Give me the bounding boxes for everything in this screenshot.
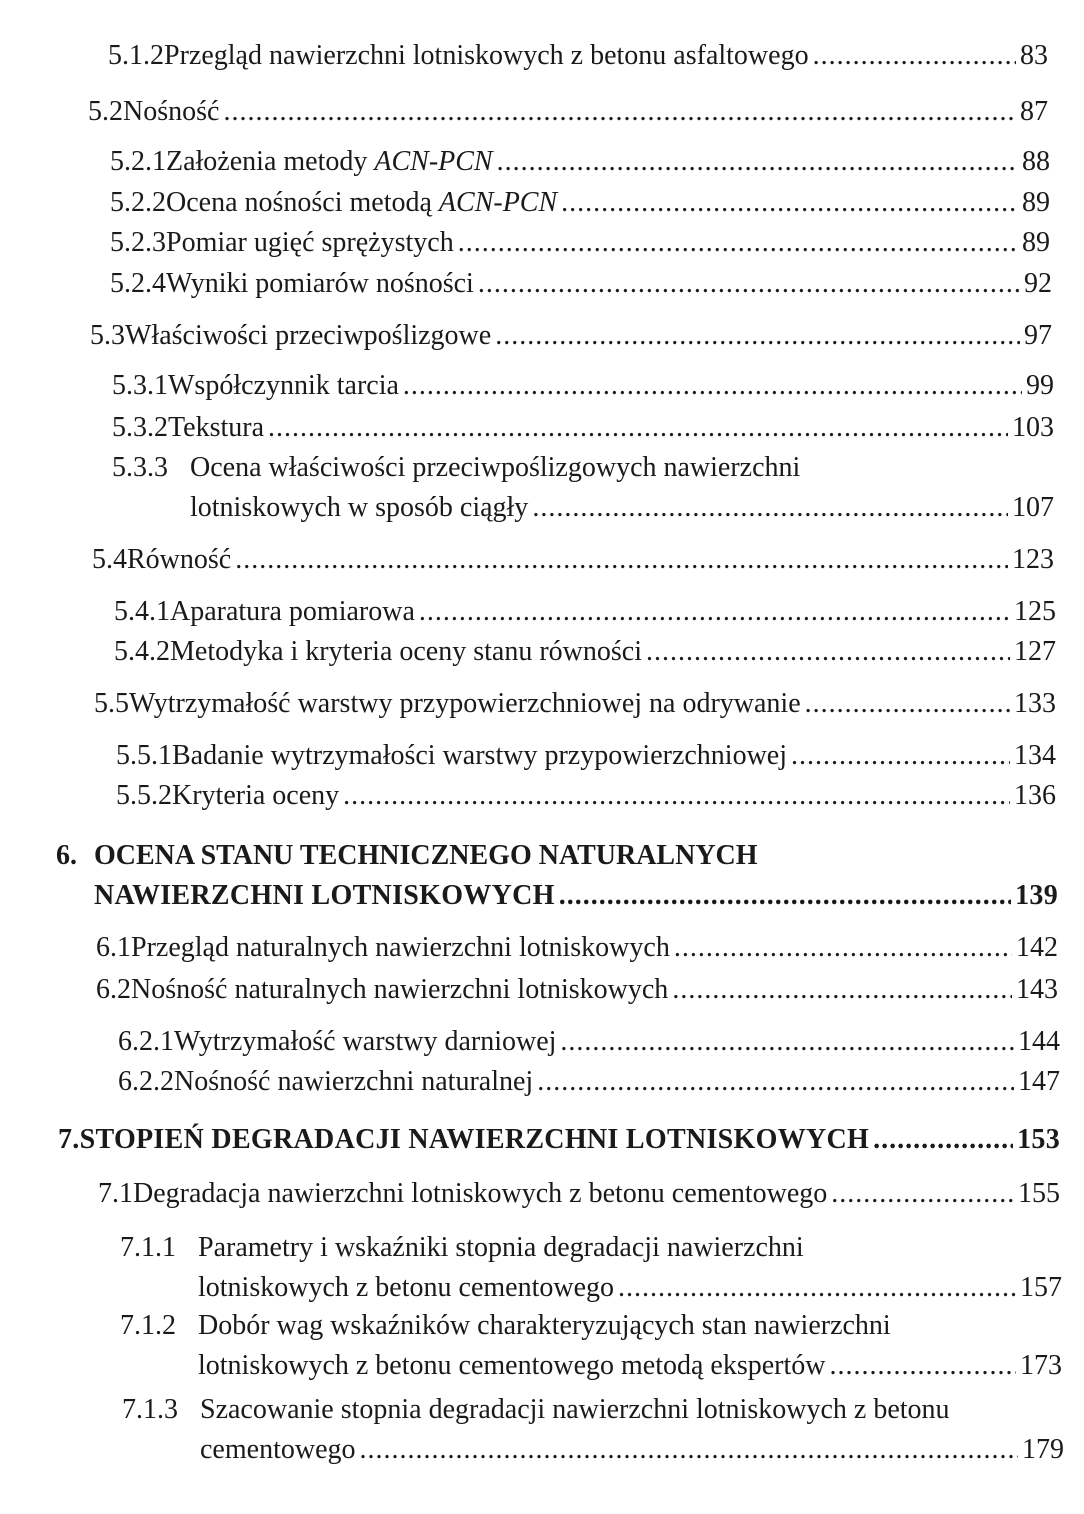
toc-entry-5-3-2: [112, 410, 1054, 446]
toc-entry-5-2-2: [110, 185, 1050, 221]
leader-dots: [805, 686, 1010, 722]
entry-title-continuation: lotniskowych w sposób ciągły: [190, 492, 529, 523]
toc-entry-5-3-1: [112, 368, 1054, 404]
entry-page: 87: [1020, 96, 1048, 127]
entry-page: 89: [1022, 187, 1050, 218]
entry-title-continuation: lotniskowych z betonu cementowego: [198, 1272, 615, 1303]
entry-number: 5.2.3: [110, 227, 166, 258]
entry-page: 92: [1024, 268, 1052, 299]
toc-chapter-7: [58, 1122, 1060, 1158]
entry-page: 99: [1026, 370, 1054, 401]
leader-dots: [419, 594, 1010, 630]
leader-dots: [458, 225, 1018, 261]
entry-page: 173: [1020, 1350, 1062, 1381]
leader-dots: [268, 410, 1008, 446]
entry-page: 88: [1022, 146, 1050, 177]
entry-title: OCENA STANU TECHNICZNEGO NATURALNYCH: [94, 840, 758, 871]
entry-title-continuation: cementowego: [200, 1434, 356, 1465]
leader-dots: [343, 778, 1010, 814]
entry-number: 6.1: [96, 932, 131, 963]
leader-dots: [830, 1348, 1017, 1384]
entry-title: STOPIEŃ DEGRADACJI NAWIERZCHNI LOTNISKOWYCH: [79, 1124, 870, 1155]
entry-page: 179: [1022, 1434, 1064, 1465]
leader-dots: [831, 1176, 1014, 1212]
entry-number: 6.2.2: [118, 1066, 174, 1097]
method-name: ACN-PCN: [374, 146, 493, 177]
toc-entry-5-4-1: [114, 594, 1056, 630]
toc-entry-5-5-2: [116, 778, 1056, 814]
entry-title: Ocena właściwości przeciwpoślizgowych nawierzchni: [190, 452, 801, 483]
entry-title: Degradacja nawierzchni lotniskowych z betonu cementowego: [133, 1178, 828, 1209]
toc-entry-7-1-3: [200, 1432, 1064, 1468]
leader-dots: [360, 1432, 1019, 1468]
entry-number: 7.1.1: [120, 1232, 176, 1263]
toc-entry-7-1-3-line1: [122, 1392, 950, 1428]
entry-title: Metodyka i kryteria oceny stanu równości: [170, 636, 642, 667]
entry-page: 143: [1016, 974, 1058, 1005]
toc-entry-5-3-3-line1: [112, 450, 800, 486]
toc-entry-7-1-1: [198, 1270, 1062, 1306]
entry-number: 5.1.2: [108, 40, 164, 71]
entry-page: 153: [1017, 1124, 1060, 1155]
entry-page: 103: [1012, 412, 1054, 443]
entry-title: Nośność: [123, 96, 220, 127]
entry-title: Ocena nośności metodą ACN-PCN: [166, 187, 558, 218]
leader-dots: [478, 266, 1020, 302]
leader-dots: [672, 972, 1012, 1008]
entry-number: 5.3.3: [112, 452, 168, 483]
toc-entry-6-2-2: [118, 1064, 1060, 1100]
entry-title-continuation: lotniskowych z betonu cementowego metodą ekspertów: [198, 1350, 826, 1381]
entry-page: 134: [1014, 740, 1056, 771]
entry-title: Wytrzymałość warstwy darniowej: [174, 1026, 557, 1057]
entry-number: 5.2.2: [110, 187, 166, 218]
leader-dots: [646, 634, 1010, 670]
toc-entry-7-1-2: [198, 1348, 1062, 1384]
toc-entry-5-5: [94, 686, 1056, 722]
entry-page: 136: [1014, 780, 1056, 811]
method-name: ACN-PCN: [438, 187, 558, 218]
entry-number: 5.3: [90, 320, 125, 351]
entry-number: 5.4.2: [114, 636, 170, 667]
entry-number: 7.1.2: [120, 1310, 176, 1341]
leader-dots: [674, 930, 1012, 966]
entry-title: Przegląd naturalnych nawierzchni lotniskowych: [131, 932, 670, 963]
entry-page: 83: [1020, 40, 1048, 71]
toc-entry-5-2: [88, 94, 1048, 130]
toc-entry-5-4: [92, 542, 1054, 578]
toc-entry-6-2: [96, 972, 1058, 1008]
toc-entry-5-5-1: [116, 738, 1056, 774]
entry-number: 5.2.4: [110, 268, 166, 299]
entry-number: 7.1: [98, 1178, 133, 1209]
entry-number: 7.1.3: [122, 1394, 178, 1425]
entry-title-continuation: NAWIERZCHNI LOTNISKOWYCH: [94, 880, 555, 911]
toc-entry-5-2-4: [110, 266, 1052, 302]
entry-number: 5.4: [92, 544, 127, 575]
leader-dots: [561, 185, 1018, 221]
leader-dots: [497, 144, 1018, 180]
toc-entry-6-1: [96, 930, 1058, 966]
toc-chapter-6: [94, 878, 1058, 914]
entry-title: Równość: [127, 544, 232, 575]
entry-title: Pomiar ugięć sprężystych: [166, 227, 454, 258]
entry-page: 125: [1014, 596, 1056, 627]
entry-number: 5.2.1: [110, 146, 166, 177]
entry-number: 5.5.1: [116, 740, 172, 771]
entry-title: Wyniki pomiarów nośności: [166, 268, 474, 299]
entry-number: 5.3.2: [112, 412, 168, 443]
entry-title: Nośność nawierzchni naturalnej: [174, 1066, 534, 1097]
toc-chapter-6-line1: [56, 838, 758, 874]
entry-title: Badanie wytrzymałości warstwy przypowierzchniowej: [172, 740, 788, 771]
entry-title: Dobór wag wskaźników charakteryzujących stan nawierzchni: [198, 1310, 891, 1341]
entry-page: 139: [1015, 880, 1058, 911]
entry-number: 5.5: [94, 688, 129, 719]
entry-title: Kryteria oceny: [172, 780, 340, 811]
leader-dots: [559, 878, 1011, 914]
entry-title: Aparatura pomiarowa: [170, 596, 415, 627]
toc-entry-5-2-3: [110, 225, 1050, 261]
entry-page: 157: [1020, 1272, 1062, 1303]
entry-page: 144: [1018, 1026, 1060, 1057]
entry-number: 5.3.1: [112, 370, 168, 401]
entry-page: 142: [1016, 932, 1058, 963]
entry-title: Parametry i wskaźniki stopnia degradacji nawierzchni: [198, 1232, 804, 1263]
leader-dots: [403, 368, 1022, 404]
toc-entry-5-3-3: [190, 490, 1054, 526]
toc-entry-5-4-2: [114, 634, 1056, 670]
leader-dots: [791, 738, 1010, 774]
leader-dots: [873, 1122, 1013, 1158]
entry-number: 5.4.1: [114, 596, 170, 627]
leader-dots: [532, 490, 1008, 526]
entry-number: 5.5.2: [116, 780, 172, 811]
entry-title: Współczynnik tarcia: [168, 370, 399, 401]
entry-number: 6.: [56, 840, 77, 871]
entry-title: Przegląd nawierzchni lotniskowych z betonu asfaltowego: [164, 40, 809, 71]
entry-number: 5.2: [88, 96, 123, 127]
toc-entry-6-2-1: [118, 1024, 1060, 1060]
entry-number: 6.2.1: [118, 1026, 174, 1057]
entry-page: 133: [1014, 688, 1056, 719]
toc-entry-5-2-1: [110, 144, 1050, 180]
toc-entry-7-1-2-line1: [120, 1308, 891, 1344]
leader-dots: [537, 1064, 1014, 1100]
leader-dots: [560, 1024, 1014, 1060]
leader-dots: [235, 542, 1008, 578]
toc-entry-7-1: [98, 1176, 1060, 1212]
entry-page: 155: [1018, 1178, 1060, 1209]
entry-title: Nośność naturalnych nawierzchni lotniskowych: [131, 974, 669, 1005]
entry-title: Tekstura: [168, 412, 265, 443]
entry-page: 97: [1024, 320, 1052, 351]
toc-entry-5-1-2: [108, 38, 1048, 74]
entry-number: 6.2: [96, 974, 131, 1005]
toc-entry-5-3: [90, 318, 1052, 354]
entry-title: Szacowanie stopnia degradacji nawierzchni lotniskowych z betonu: [200, 1394, 950, 1425]
leader-dots: [813, 38, 1016, 74]
entry-title: Właściwości przeciwpoślizgowe: [125, 320, 492, 351]
entry-page: 89: [1022, 227, 1050, 258]
entry-page: 123: [1012, 544, 1054, 575]
leader-dots: [223, 94, 1016, 130]
leader-dots: [495, 318, 1020, 354]
entry-number: 7.: [58, 1124, 80, 1155]
entry-page: 127: [1014, 636, 1056, 667]
entry-title: Wytrzymałość warstwy przypowierzchniowej na odrywanie: [129, 688, 801, 719]
entry-page: 147: [1018, 1066, 1060, 1097]
leader-dots: [618, 1270, 1016, 1306]
toc-entry-7-1-1-line1: [120, 1230, 804, 1266]
entry-title: Założenia metody ACN-PCN: [166, 146, 493, 177]
entry-page: 107: [1012, 492, 1054, 523]
